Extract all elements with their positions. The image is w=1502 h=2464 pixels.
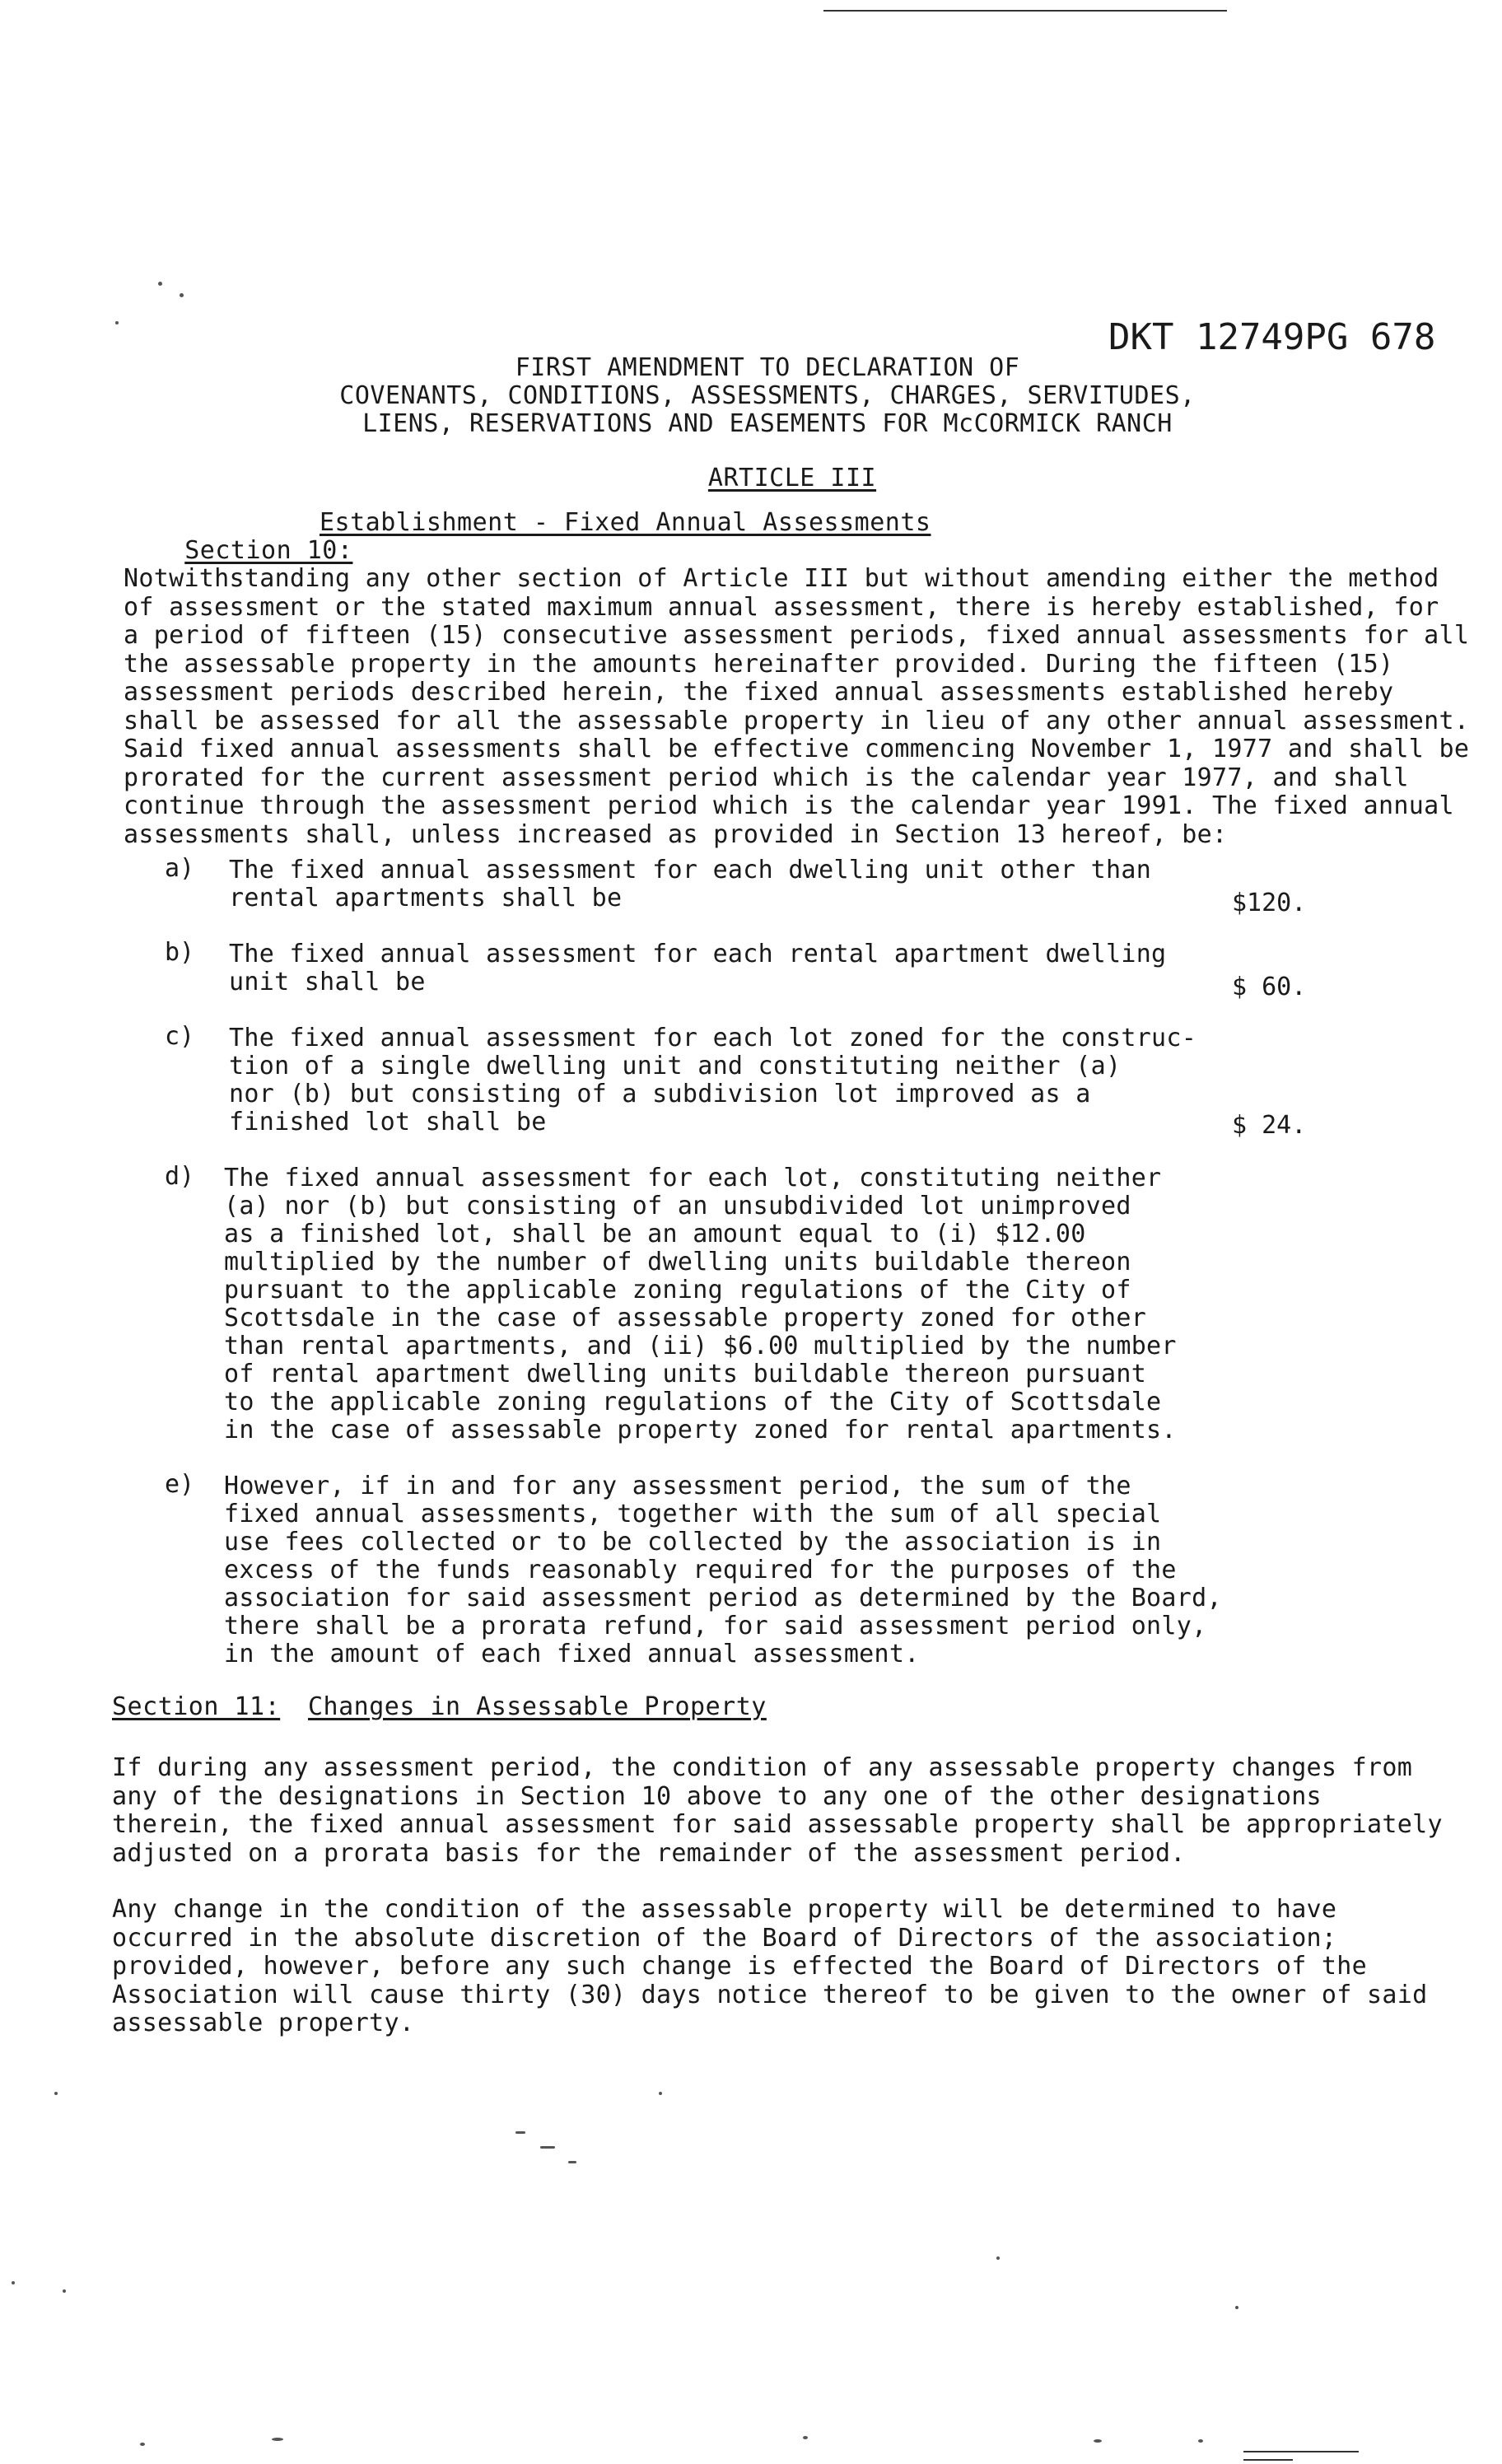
title-line-3: LIENS, RESERVATIONS AND EASEMENTS FOR McCORMICK RANCH: [362, 409, 1173, 438]
section-10-heading: Establishment - Fixed Annual Assessments: [320, 508, 931, 537]
scan-speck: [996, 2256, 1000, 2260]
scan-speck: [158, 282, 162, 286]
item-b-letter: b): [165, 938, 195, 967]
section-10-number: Section 10:: [184, 536, 353, 565]
scan-speck: [63, 2289, 66, 2293]
item-e-text: However, if in and for any assessment period, the sum of the fixed annual assessments, together with the sum of all special use fees collected or to be collected by the association is in excess of the funds reasonably required for the purposes of the association for said assessment period as determined by the Board, there shall be a prorata refund, for said assessment period only, in the amount of each fixed annual assessment.: [224, 1472, 1222, 1668]
scan-speck: [1235, 2306, 1238, 2309]
section-11-number: Section 11:: [112, 1692, 281, 1721]
item-c-amount: $ 24.: [1232, 1111, 1307, 1140]
item-c-text: The fixed annual assessment for each lot zoned for the construc- tion of a single dwelling unit and constituting neither (a) nor (b) but consisting of a subdivision lot improved as a finished lot shall be: [229, 1024, 1197, 1136]
bottom-scan-line-2: [1243, 2459, 1293, 2461]
title-line-2: COVENANTS, CONDITIONS, ASSESSMENTS, CHARGES, SERVITUDES,: [339, 381, 1196, 410]
docket-stamp: DKT 12749PG 678: [1108, 316, 1436, 358]
scan-speck: [803, 2436, 808, 2439]
item-a-amount: $120.: [1232, 889, 1307, 917]
scan-speck: [1094, 2439, 1102, 2443]
bottom-scan-line: [1243, 2451, 1359, 2452]
scan-speck: [180, 293, 184, 297]
scan-speck: [515, 2131, 525, 2134]
scan-speck: [272, 2438, 283, 2441]
item-c-letter: c): [165, 1022, 195, 1051]
section-11-paragraph-2: Any change in the condition of the assessable property will be determined to have occurred in the absolute discretion of the Board of Directors of the association; provided, however, before any such change is effected the Board of Directors of the Association will cause thirty (30) days notice thereof to be given to the owner of said assessable property.: [112, 1895, 1428, 2037]
item-b-amount: $ 60.: [1232, 973, 1307, 1001]
section-10-intro: Notwithstanding any other section of Article III but without amending either the method of assessment or the stated maximum annual assessment, there is hereby established, for a period of fifteen (15) consecutive assessment periods, fixed annual assessments for all the assessable property in the amounts hereinafter provided. During the fifteen (15) assessment periods described herein, the fixed annual assessments established hereby shall be assessed for all the assessable property in lieu of any other annual assessment. Said fixed annual assessments shall be effective commencing November 1, 1977 and shall be prorated for the current assessment period which is the calendar year 1977, and shall continue through the assessment period which is the calendar year 1991. The fixed annual assessments shall, unless increased as provided in Section 13 hereof, be:: [124, 564, 1470, 849]
section-11-paragraph-1: If during any assessment period, the condition of any assessable property changes from any of the designations in Section 10 above to any one of the other designations therein, the fixed annual assessment for said assessable property shall be appropriately adjusted on a prorata basis for the remainder of the assessment period.: [112, 1753, 1443, 1868]
item-e-letter: e): [165, 1470, 195, 1499]
scan-speck: [659, 2092, 662, 2095]
item-d-letter: d): [165, 1162, 195, 1191]
scan-speck: [115, 321, 119, 324]
item-a-text: The fixed annual assessment for each dwelling unit other than rental apartments shall be: [229, 856, 1152, 912]
scan-speck: [54, 2092, 58, 2095]
scan-speck: [140, 2443, 145, 2446]
section-11-heading: Changes in Assessable Property: [308, 1692, 767, 1721]
item-d-text: The fixed annual assessment for each lot, constituting neither (a) nor (b) but consisting of an unsubdivided lot unimproved as a finished lot, shall be an amount equal to (i) $12.00 multiplied by the number of dwelling units buildable thereon pursuant to the applicable zoning regulations of the City of Scottsdale in the case of assessable property zoned for other than rental apartments, and (ii) $6.00 multiplied by the number of rental apartment dwelling units buildable thereon pursuant to the applicable zoning regulations of the City of Scottsdale in the case of assessable property zoned for rental apartments.: [224, 1164, 1177, 1444]
scan-speck: [12, 2281, 15, 2284]
item-b-text: The fixed annual assessment for each rental apartment dwelling unit shall be: [229, 940, 1167, 996]
article-heading: ARTICLE III: [707, 464, 877, 492]
title-line-1: FIRST AMENDMENT TO DECLARATION OF: [515, 353, 1020, 382]
scan-speck: [568, 2161, 576, 2163]
item-a-letter: a): [165, 854, 195, 883]
top-scan-line: [823, 10, 1227, 12]
scan-speck: [1198, 2439, 1203, 2443]
scan-speck: [540, 2146, 555, 2149]
